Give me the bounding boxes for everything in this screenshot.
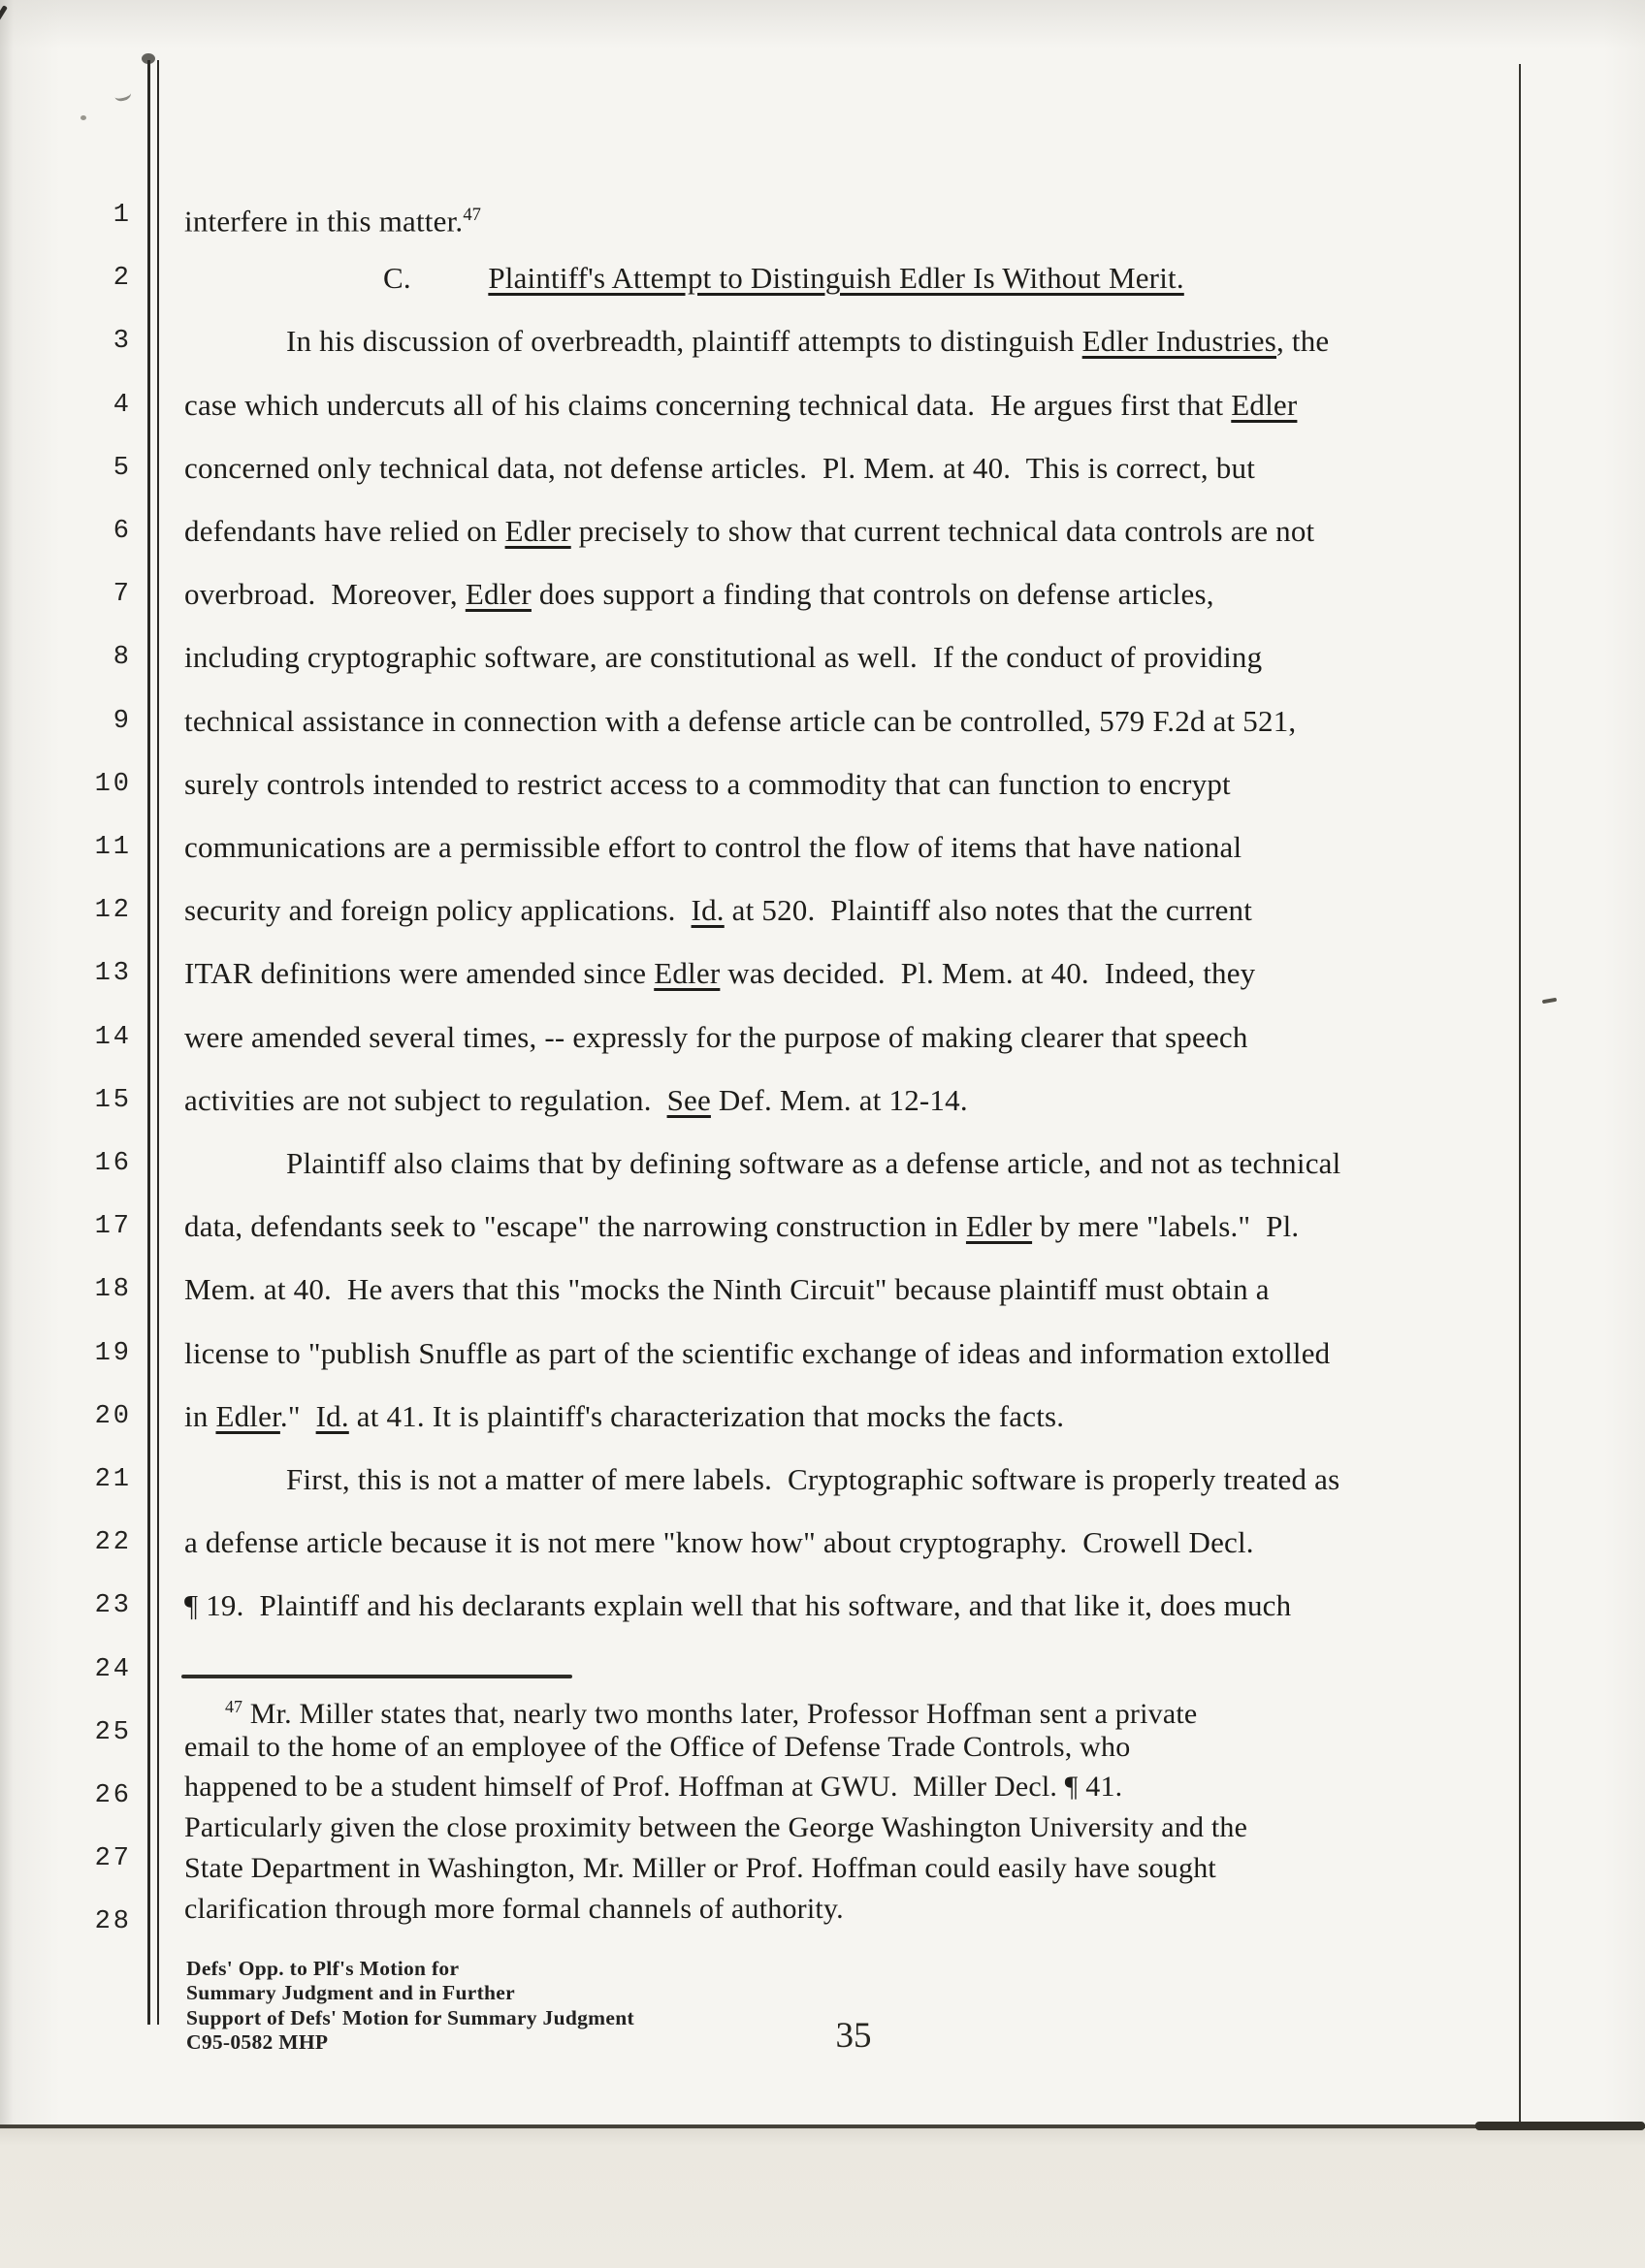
body-line [184,321,1632,362]
line-number: 25 [94,1717,132,1747]
footnote-line [184,1728,1531,1767]
body-line [184,1206,1531,1247]
text-segment: overbroad. Moreover, [184,577,466,612]
scan-bottom-line-smudge [1475,2122,1645,2130]
text-segment: technical assistance in connection with a defense article can be controlled, 579 F.2d at 521, [184,703,1297,738]
left-double-rule-outer [147,60,150,2025]
text-segment: Id. [315,1398,349,1433]
line-number: 17 [94,1212,132,1242]
body-line [184,448,1531,489]
body-line [184,764,1531,805]
footnote-line [184,1849,1531,1888]
line-number: 28 [94,1907,132,1937]
text-segment: C. [383,261,489,296]
body-line [184,953,1531,994]
text-segment: Id. [691,893,725,928]
text-segment: Particularly given the close proximity between the George Washington University and the [184,1811,1248,1844]
line-number: 13 [94,959,132,989]
body-line [184,890,1531,931]
body-line [184,1396,1531,1437]
text-segment: license to "publish Snuffle as part of the scientific exchange of ideas and information extolled [184,1335,1331,1370]
text-segment: 47 [463,205,481,225]
page-number: 35 [835,2016,872,2056]
body-line [184,574,1531,615]
footer-line: C95-0582 MHP [186,2029,329,2054]
text-segment: precisely to show that current technical data controls are not [570,514,1315,548]
line-number: 6 [113,517,132,546]
text-segment: Edler [465,577,532,612]
margin-tick-mark [1542,998,1557,1005]
body-line [184,1143,1632,1184]
body-line [184,511,1531,552]
line-number: 11 [94,833,132,862]
body-line [184,258,1645,299]
text-segment: communications are a permissible effort to control the flow of items that have national [184,830,1242,864]
text-segment: Edler [965,1209,1033,1244]
body-line [184,1585,1531,1626]
text-segment: 47 [225,1697,242,1716]
text-segment: a defense article because it is not mere "know how" about cryptography. Crowell Decl. [184,1525,1254,1560]
body-line [184,637,1531,678]
text-segment: Edler Industries [1081,324,1277,359]
line-number: 24 [94,1654,132,1684]
text-segment: does support a finding that controls on defense articles, [531,577,1214,612]
body-line [184,1080,1531,1121]
text-segment: happened to be a student himself of Prof. Hoffman at GWU. Miller Decl. ¶ 41. [184,1771,1123,1804]
text-segment: case which undercuts all of his claims concerning technical data. He argues first that [184,387,1232,422]
footnote-line [184,1768,1531,1806]
text-segment: Plaintiff also claims that by defining software as a defense article, and not as technical [286,1146,1341,1180]
text-segment: In his discussion of overbreadth, plaintiff attempts to distinguish [286,324,1082,359]
left-double-rule-inner [157,60,159,2025]
line-number: 2 [113,264,132,294]
text-segment: ." [279,1398,316,1433]
line-number: 12 [94,896,132,926]
line-number: 5 [113,453,132,483]
line-number: 19 [94,1338,132,1368]
text-segment: Mr. Miller states that, nearly two months later, Professor Hoffman sent a private [242,1698,1198,1730]
footnote-line [184,1890,1531,1929]
text-segment: State Department in Washington, Mr. Miller or Prof. Hoffman could easily have sought [184,1851,1216,1884]
line-number: 16 [94,1149,132,1178]
line-number: 9 [113,706,132,736]
line-number: 3 [113,327,132,357]
text-segment: was decided. Pl. Mem. at 40. Indeed, they [720,956,1256,991]
text-segment: Edler [1231,387,1298,422]
footer-line: Summary Judgment and in Further [186,1981,515,2005]
footnote-line [184,1687,1571,1730]
line-number: 21 [94,1465,132,1494]
line-number: 14 [94,1022,132,1052]
scan-bottom-edge [0,2128,1645,2268]
body-line [184,1017,1531,1058]
text-segment: activities are not subject to regulation. [184,1082,667,1117]
text-segment: including cryptographic software, are constitutional as well. If the conduct of providing [184,640,1263,675]
text-segment: interfere in this matter. [184,204,464,239]
body-line [184,701,1531,742]
text-segment: First, this is not a matter of mere labels. Cryptographic software is properly treated as [286,1462,1340,1496]
line-number: 15 [94,1085,132,1115]
text-segment: Edler [654,956,721,991]
text-segment: ITAR definitions were amended since [184,956,655,991]
text-segment: Edler [504,514,571,548]
body-line [184,385,1531,426]
text-segment: data, defendants seek to "escape" the narrowing construction in [184,1209,966,1244]
line-number: 20 [94,1401,132,1431]
pen-mark [113,87,132,103]
line-number: 18 [94,1275,132,1305]
line-number: 4 [113,390,132,420]
text-segment: surely controls intended to restrict access to a commodity that can function to encrypt [184,766,1231,801]
text-segment: Def. Mem. at 12-14. [710,1082,968,1117]
footer-line: Support of Defs' Motion for Summary Judgment [186,2005,634,2029]
body-line [184,827,1531,868]
corner-curl-mark [0,5,8,24]
text-segment: defendants have relied on [184,514,505,548]
body-line [184,195,1531,239]
text-segment: See [666,1082,711,1117]
line-number: 7 [113,580,132,610]
line-number: 8 [113,643,132,673]
line-number: 10 [94,769,132,799]
text-segment: , the [1276,324,1330,359]
line-number: 27 [94,1844,132,1874]
line-number: 23 [94,1591,132,1621]
line-number: 22 [94,1528,132,1558]
text-segment: at 41. It is plaintiff's characterization that mocks the facts. [348,1398,1065,1433]
pen-dot-mark [81,115,86,120]
text-segment: concerned only technical data, not defense articles. Pl. Mem. at 40. This is correct, but [184,450,1256,485]
text-segment: Plaintiff's Attempt to Distinguish Edler Is Without Merit. [488,261,1184,296]
body-line [184,1522,1531,1563]
scan-bottom-line [0,2124,1645,2128]
text-segment: Mem. at 40. He avers that this "mocks the Ninth Circuit" because plaintiff must obtain a [184,1272,1270,1307]
text-segment: clarification through more formal channels of authority. [184,1892,844,1925]
text-segment: at 520. Plaintiff also notes that the current [724,893,1253,928]
text-segment: ¶ 19. Plaintiff and his declarants explain well that his software, and that like it, does much [184,1588,1292,1623]
text-segment: were amended several times, -- expressly for the purpose of making clearer that speech [184,1019,1248,1054]
line-number: 1 [113,201,132,230]
body-line [184,1459,1632,1500]
footnote-line [184,1808,1531,1847]
line-number: 26 [94,1781,132,1810]
text-segment: email to the home of an employee of the Office of Defense Trade Controls, who [184,1730,1131,1763]
body-line [184,1333,1531,1374]
body-line [184,1269,1531,1310]
text-segment: in [184,1398,216,1433]
footer-line: Defs' Opp. to Plf's Motion for [186,1957,460,1980]
text-segment: Edler [215,1398,280,1433]
text-segment: by mere "labels." Pl. [1032,1209,1300,1244]
text-segment: security and foreign policy applications. [184,893,692,928]
footnote-separator-rule [181,1675,572,1678]
